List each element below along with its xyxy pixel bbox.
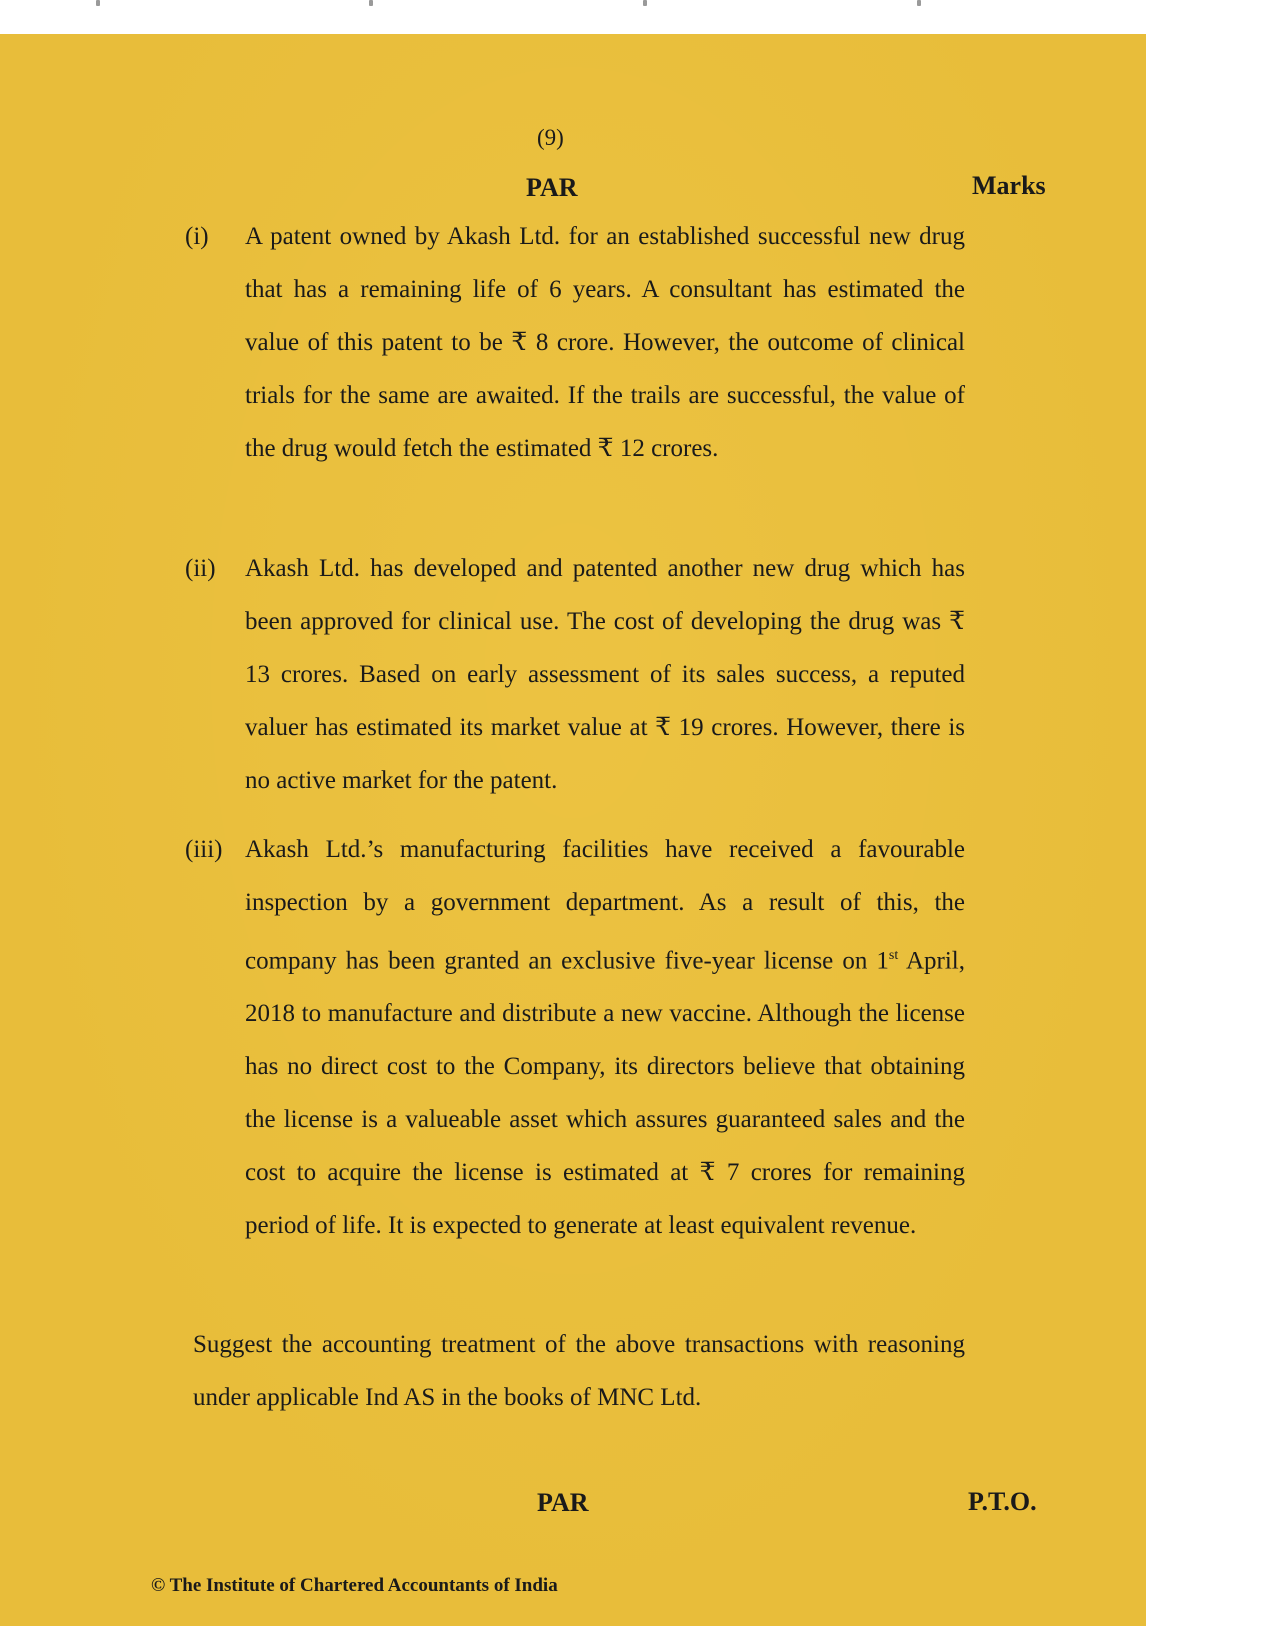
marks-column-label: Marks — [972, 171, 1046, 200]
item-number: (ii) — [185, 555, 216, 582]
item-number: (iii) — [185, 836, 223, 863]
item-text-part: April, 2018 to manufacture and distribute a new vaccine. Although the license has no direct cost to the Company, its directors believe that obtaining the license is a valueable asset which assures guaranteed sales and the cost to acquire the license is estimated at ₹ 7 crores for remaining period of life. It is expected to generate at least equivalent revenue. — [245, 947, 965, 1240]
scan-mark — [96, 0, 100, 6]
header-paper-code: PAR — [526, 173, 578, 202]
footer-paper-code: PAR — [537, 1488, 589, 1517]
scan-mark — [369, 0, 373, 6]
question-item-i — [185, 210, 965, 475]
question-item-iii — [185, 823, 965, 1252]
question-item-ii — [185, 542, 965, 807]
item-text: A patent owned by Akash Ltd. for an established successful new drug that has a remaining life of 6 years. A consultant has estimated the value of this patent to be ₹ 8 crore. However, the outcome of clinical trials for the same are awaited. If the trails are successful, the value of the drug would fetch the estimated ₹ 12 crores. — [245, 223, 965, 462]
scan-mark — [917, 0, 921, 6]
scan-mark — [643, 0, 647, 6]
question-instruction: Suggest the accounting treatment of the above transactions with reasoning under applicable Ind AS in the books of MNC Ltd. — [193, 1331, 965, 1411]
item-number: (i) — [185, 223, 209, 250]
please-turn-over: P.T.O. — [968, 1487, 1037, 1516]
page-number: (9) — [537, 125, 564, 150]
item-text: Akash Ltd. has developed and patented another new drug which has been approved for clinical use. The cost of developing the drug was ₹ 13 crores. Based on early assessment of its sales success, a reputed valuer has estimated its market value at ₹ 19 crores. However, there is no active market for the patent. — [245, 555, 965, 794]
ordinal-suffix: st — [888, 948, 899, 963]
item-text-part: Akash Ltd.’s manufacturing facilities have received a favourable inspection by a government department. As a result of this, the company has been granted an exclusive five-year license on 1 — [245, 836, 965, 975]
copyright-notice: © The Institute of Chartered Accountants of India — [151, 1575, 558, 1596]
item-text — [245, 823, 965, 1252]
